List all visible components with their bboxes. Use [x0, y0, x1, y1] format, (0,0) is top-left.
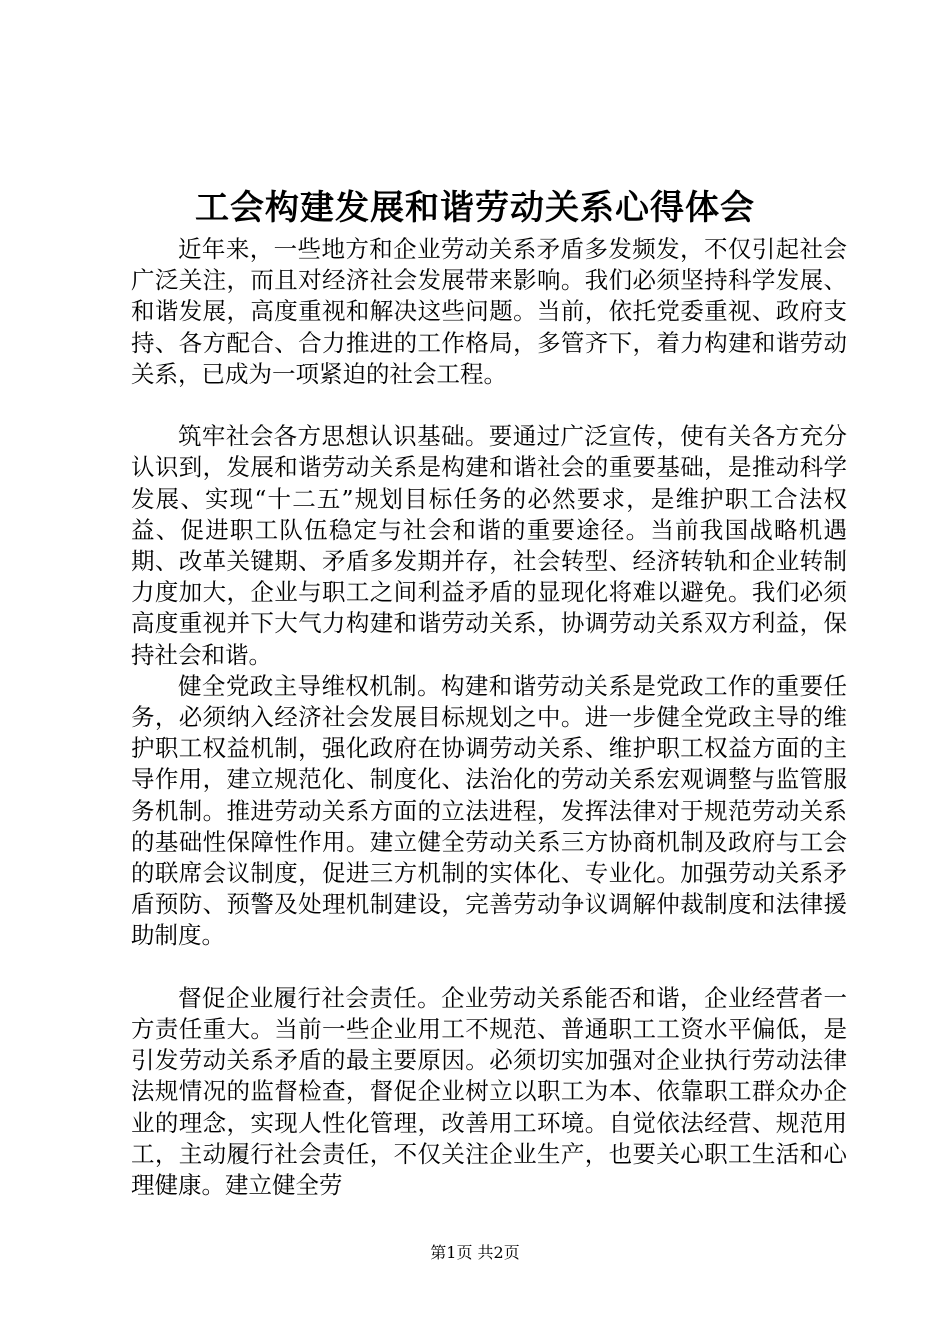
- paragraph-enterprise: 督促企业履行社会责任。企业劳动关系能否和谐，企业经营者一方责任重大。当前一些企业用工不规范、普通职工工资水平偏低，是引发劳动关系矛盾的最主要原因。必须切实加强对企业执行劳动法律法规情况的监督检查，督促企业树立以职工为本、依靠职工群众办企业的理念，实现人性化管理，改善用工环境。自觉依法经营、规范用工，主动履行社会责任，不仅关注企业生产，也要关心职工生活和心理健康。建立健全劳: [131, 983, 847, 1200]
- paragraph-intro: 近年来，一些地方和企业劳动关系矛盾多发频发，不仅引起社会广泛关注，而且对经济社会发展带来影响。我们必须坚持科学发展、和谐发展，高度重视和解决这些问题。当前，依托党委重视、政府支持、各方配合、合力推进的工作格局，多管齐下，着力构建和谐劳动关系，已成为一项紧迫的社会工程。: [131, 235, 847, 388]
- paragraph-mechanism: 健全党政主导维权机制。构建和谐劳动关系是党政工作的重要任务，必须纳入经济社会发展目标规划之中。进一步健全党政主导的维护职工权益机制，强化政府在协调劳动关系、维护职工权益方面的主导作用，建立规范化、制度化、法治化的劳动关系宏观调整与监管服务机制。推进劳动关系方面的立法进程，发挥法律对于规范劳动关系的基础性保障性作用。建立健全劳动关系三方协商机制及政府与工会的联席会议制度，促进三方机制的实体化、专业化。加强劳动关系矛盾预防、预警及处理机制建设，完善劳动争议调解仲裁制度和法律援助制度。: [131, 671, 847, 950]
- paragraph-ideology: 筑牢社会各方思想认识基础。要通过广泛宣传，使有关各方充分认识到，发展和谐劳动关系是构建和谐社会的重要基础，是推动科学发展、实现“十二五”规划目标任务的必然要求，是维护职工合法权益、促进职工队伍稳定与社会和谐的重要途径。当前我国战略机遇期、改革关键期、矛盾多发期并存，社会转型、经济转轨和企业转制力度加大，企业与职工之间利益矛盾的显现化将难以避免。我们必须高度重视并下大气力构建和谐劳动关系，协调劳动关系双方利益，保持社会和谐。: [131, 422, 847, 669]
- page-number-footer: 第1页 共2页: [430, 1243, 520, 1262]
- paragraph-spacer: [131, 952, 847, 983]
- paragraph-spacer: [131, 390, 847, 421]
- document-body: [131, 234, 847, 1201]
- document-title: 工会构建发展和谐劳动关系心得体会: [195, 188, 755, 228]
